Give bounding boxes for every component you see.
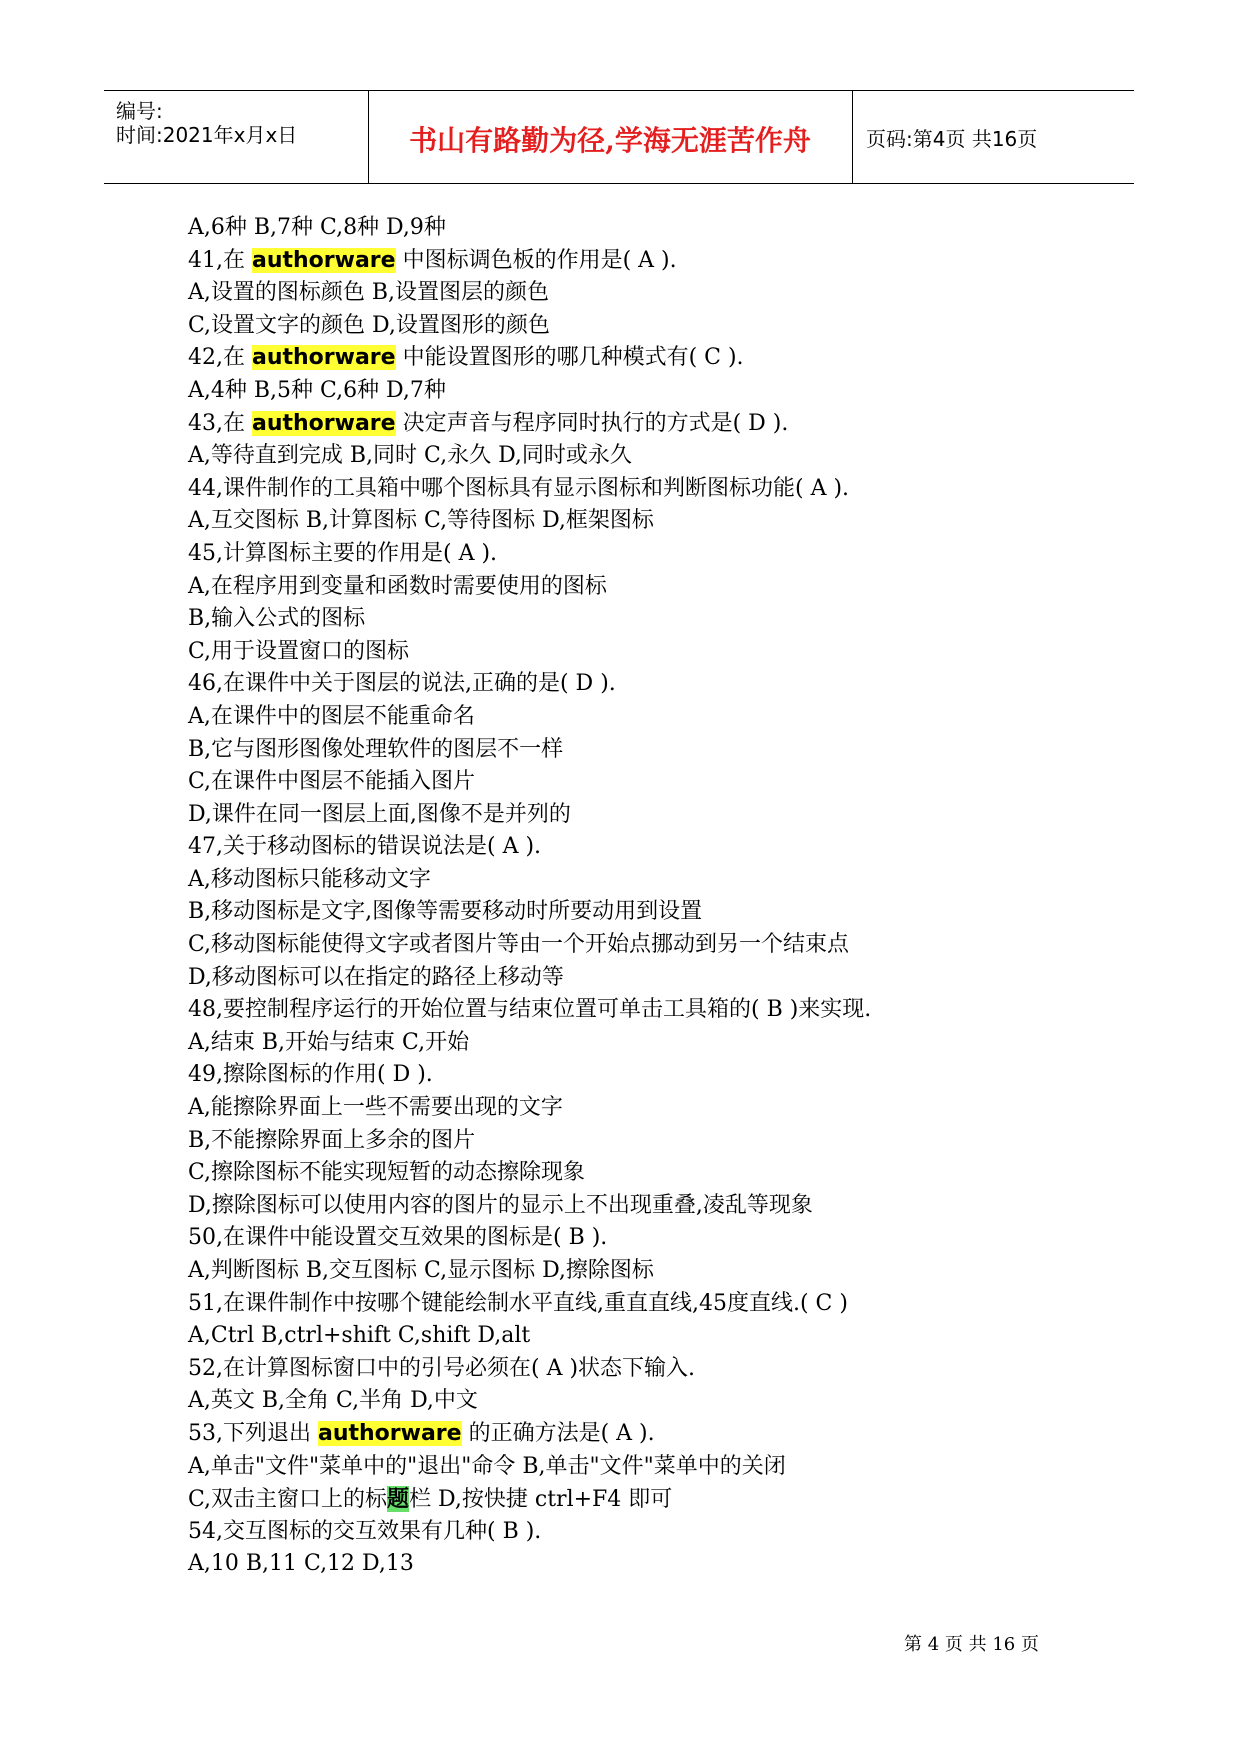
text-line [188, 864, 1148, 897]
line-text: 决定声音与程序同时执行的方式是( D ). [395, 410, 789, 436]
header-page-cell [852, 91, 1134, 183]
line-text: 42,在 [188, 345, 252, 371]
text-line [188, 1092, 1148, 1125]
text-line [188, 1059, 1148, 1092]
text-line [188, 799, 1148, 832]
line-text: B,不能擦除界面上多余的图片 [188, 1127, 476, 1153]
text-line [188, 1255, 1148, 1288]
highlighted-term: authorware [251, 345, 396, 371]
line-text: A,Ctrl B,ctrl+shift C,shift D,alt [188, 1323, 531, 1349]
line-text: A,结束 B,开始与结束 C,开始 [188, 1029, 470, 1055]
line-text: A,等待直到完成 B,同时 C,永久 D,同时或永久 [188, 443, 632, 469]
text-line [188, 1320, 1148, 1353]
line-text: 的正确方法是( A ). [461, 1420, 655, 1446]
text-line [188, 766, 1148, 799]
line-text: A,在课件中的图层不能重命名 [188, 703, 475, 729]
text-line [188, 245, 1148, 278]
text-line [188, 1516, 1148, 1549]
line-text: A,6种 B,7种 C,8种 D,9种 [188, 215, 446, 240]
line-text: 52,在计算图标窗口中的引号必须在( A )状态下输入. [188, 1355, 696, 1381]
line-text: C,擦除图标不能实现短暂的动态擦除现象 [188, 1160, 586, 1186]
text-line [188, 1157, 1148, 1190]
text-line [188, 571, 1148, 604]
text-line [188, 505, 1148, 538]
text-line [188, 310, 1148, 343]
line-text: A,移动图标只能移动文字 [188, 866, 431, 892]
line-text: B,输入公式的图标 [188, 606, 366, 632]
line-text: 48,要控制程序运行的开始位置与结束位置可单击工具箱的( B )来实现. [188, 997, 872, 1023]
text-line [188, 1222, 1148, 1255]
highlighted-term: authorware [251, 410, 396, 436]
text-line [188, 375, 1148, 408]
text-line [188, 668, 1148, 701]
text-line [188, 1353, 1148, 1386]
text-line [188, 538, 1148, 571]
line-text: 44,课件制作的工具箱中哪个图标具有显示图标和判断图标功能( A ). [188, 475, 850, 501]
text-line [188, 896, 1148, 929]
text-line [188, 1418, 1148, 1451]
line-text: 45,计算图标主要的作用是( A ). [188, 540, 498, 566]
line-text: 43,在 [188, 410, 252, 436]
text-line [188, 1483, 1148, 1516]
text-line [188, 1288, 1148, 1321]
text-line [188, 1385, 1148, 1418]
line-text: A,10 B,11 C,12 D,13 [188, 1551, 414, 1577]
line-text: 50,在课件中能设置交互效果的图标是( B ). [188, 1225, 608, 1251]
line-text: A,单击"文件"菜单中的"退出"命令 B,单击"文件"菜单中的关闭 [188, 1453, 786, 1479]
text-line [188, 636, 1148, 669]
line-text: A,在程序用到变量和函数时需要使用的图标 [188, 573, 607, 599]
line-text: 中图标调色板的作用是( A ). [395, 247, 677, 273]
text-line [188, 440, 1148, 473]
line-text: A,能擦除界面上一些不需要出现的文字 [188, 1095, 563, 1121]
text-line [188, 734, 1148, 767]
text-line [188, 929, 1148, 962]
line-text: 53,下列退出 [188, 1420, 318, 1446]
line-text: C,用于设置窗口的图标 [188, 638, 410, 664]
line-text: C,双击主窗口上的标 [188, 1487, 388, 1513]
highlighted-term: authorware [317, 1420, 462, 1446]
line-text: D,课件在同一图层上面,图像不是并列的 [188, 801, 571, 827]
page-header [104, 90, 1134, 184]
text-line [188, 1190, 1148, 1223]
header-meta-cell [104, 91, 369, 183]
text-line [188, 1451, 1148, 1484]
line-text: 41,在 [188, 247, 252, 273]
line-text: C,在课件中图层不能插入图片 [188, 769, 476, 795]
page-footer: 第 4 页 共 16 页 [904, 1634, 1039, 1655]
motto: 书山有路勤为径,学海无涯苦作舟 [409, 124, 811, 157]
text-line [188, 1125, 1148, 1158]
question-list [188, 212, 1148, 1581]
text-line [188, 212, 1148, 245]
line-text: A,英文 B,全角 C,半角 D,中文 [188, 1388, 478, 1414]
text-line [188, 994, 1148, 1027]
text-line [188, 701, 1148, 734]
line-text: A,判断图标 B,交互图标 C,显示图标 D,擦除图标 [188, 1258, 654, 1283]
text-line [188, 408, 1148, 441]
line-text: 46,在课件中关于图层的说法,正确的是( D ). [188, 671, 616, 697]
header-motto-cell [368, 91, 853, 183]
line-text: 中能设置图形的哪几种模式有( C ). [395, 345, 744, 371]
text-line [188, 1548, 1148, 1581]
text-line [188, 1027, 1148, 1060]
line-text: B,它与图形图像处理软件的图层不一样 [188, 736, 564, 762]
line-text: A,设置的图标颜色 B,设置图层的颜色 [188, 280, 550, 306]
text-line [188, 603, 1148, 636]
line-text: A,互交图标 B,计算图标 C,等待图标 D,框架图标 [188, 508, 654, 534]
text-line [188, 962, 1148, 995]
text-line [188, 831, 1148, 864]
line-text: D,移动图标可以在指定的路径上移动等 [188, 964, 564, 990]
line-text: 54,交互图标的交互效果有几种( B ). [188, 1518, 542, 1544]
line-text: C,设置文字的颜色 D,设置图形的颜色 [188, 312, 550, 338]
text-line [188, 473, 1148, 506]
highlighted-char: 题 [387, 1486, 410, 1513]
line-text: 栏 D,按快捷 ctrl+F4 即可 [409, 1487, 673, 1513]
line-text: D,擦除图标可以使用内容的图片的显示上不出现重叠,凌乱等现象 [188, 1192, 813, 1218]
text-line [188, 342, 1148, 375]
line-text: C,移动图标能使得文字或者图片等由一个开始点挪动到另一个结束点 [188, 932, 850, 958]
page-number-label: 页码:第4页 共16页 [866, 127, 1038, 151]
highlighted-term: authorware [251, 247, 396, 273]
number-label: 编号: [116, 99, 163, 123]
line-text: A,4种 B,5种 C,6种 D,7种 [188, 377, 446, 403]
time-label: 时间:2021年x月x日 [116, 123, 298, 147]
line-text: 51,在课件制作中按哪个键能绘制水平直线,重直直线,45度直线.( C ) [188, 1290, 848, 1316]
text-line [188, 277, 1148, 310]
line-text: 47,关于移动图标的错误说法是( A ). [188, 834, 542, 860]
line-text: 49,擦除图标的作用( D ). [188, 1062, 433, 1088]
line-text: B,移动图标是文字,图像等需要移动时所要动用到设置 [188, 899, 703, 925]
